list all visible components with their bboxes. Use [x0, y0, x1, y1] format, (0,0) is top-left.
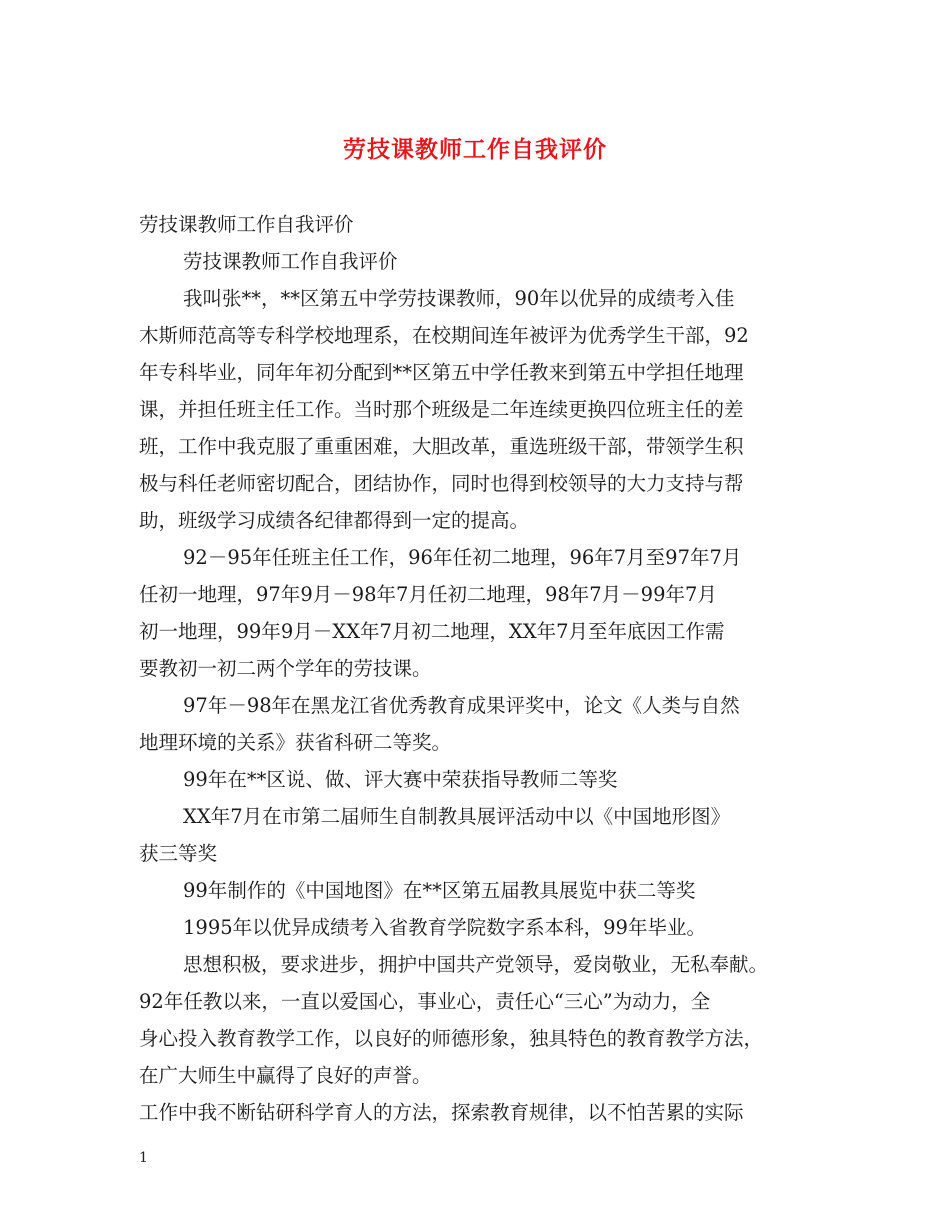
body-line: 1995年以优异成绩考入省教育学院数字系本科，99年毕业。	[183, 916, 706, 939]
body-line: 初一地理，99年9月－XX年7月初二地理，XX年7月至年底因工作需	[139, 620, 725, 643]
document-body	[139, 206, 819, 1131]
body-line: 任初一地理，97年9月－98年7月任初二地理，98年7月－99年7月	[139, 583, 717, 606]
body-line: XX年7月在市第二届师生自制教具展评活动中以《中国地形图》	[183, 805, 731, 828]
body-line: 99年制作的《中国地图》在**区第五届教具展览中获二等奖	[183, 879, 696, 902]
document-title: 劳技课教师工作自我评价	[343, 136, 607, 163]
body-line: 在广大师生中赢得了良好的声誉。	[139, 1064, 432, 1087]
body-line: 课，并担任班主任工作。当时那个班级是二年连续更换四位班主任的差	[139, 398, 744, 421]
body-line: 身心投入教育教学工作，以良好的师德形象，独具特色的教育教学方法，	[139, 1027, 764, 1050]
body-line: 地理环境的关系》获省科研二等奖。	[139, 731, 452, 754]
body-line: 我叫张**，**区第五中学劳技课教师，90年以优异的成绩考入佳	[183, 287, 735, 310]
body-line: 要教初一初二两个学年的劳技课。	[139, 657, 432, 680]
body-line: 思想积极，要求进步，拥护中国共产党领导，爱岗敬业，无私奉献。	[183, 953, 769, 976]
body-line: 劳技课教师工作自我评价	[139, 213, 354, 236]
body-line: 班，工作中我克服了重重困难，大胆改革，重选班级干部，带领学生积	[139, 435, 744, 458]
body-line: 99年在**区说、做、评大赛中荣获指导教师二等奖	[183, 768, 618, 791]
body-line: 助，班级学习成绩各纪律都得到一定的提高。	[139, 509, 530, 532]
body-line: 92年任教以来，一直以爱国心，事业心，责任心“三心”为动力，全	[139, 990, 711, 1013]
page-number: 1	[139, 1150, 148, 1166]
body-line: 极与科任老师密切配合，团结协作，同时也得到校领导的大力支持与帮	[139, 472, 744, 495]
body-line: 木斯师范高等专科学校地理系，在校期间连年被评为优秀学生干部，92	[139, 324, 749, 347]
body-line: 年专科毕业，同年年初分配到**区第五中学任教来到第五中学担任地理	[139, 361, 744, 384]
body-line: 92－95年任班主任工作，96年任初二地理，96年7月至97年7月	[183, 546, 742, 569]
body-line: 获三等奖	[139, 842, 218, 865]
body-line: 97年－98年在黑龙江省优秀教育成果评奖中，论文《人类与自然	[183, 694, 740, 717]
body-line: 工作中我不断钻研科学育人的方法，探索教育规律，以不怕苦累的实际	[139, 1101, 744, 1124]
body-line: 劳技课教师工作自我评价	[183, 250, 398, 273]
